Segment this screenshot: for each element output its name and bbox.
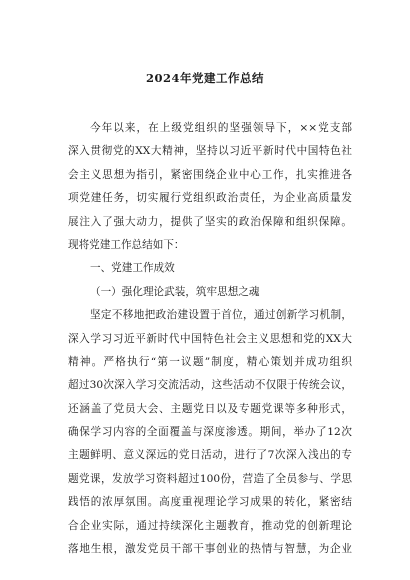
body-line: 现将党建工作总结如下： [68,238,185,251]
body-line: 主题鲜明、意义深远的党日活动，进行了7次深入浅出的专 [68,449,352,462]
body-line: 展注入了强大动力，提供了坚实的政治保障和组织保障。 [68,215,352,228]
subsection-heading: （一）强化理论武装，筑牢思想之魂 [90,285,260,298]
section-heading: 一、党建工作成效 [90,262,175,275]
body-line: 落地生根，激发党员干部干事创业的热情与智慧，为企业 [68,543,352,556]
document-body [68,117,352,561]
body-line: 今年以来，在上级党组织的坚强领导下，××党支部 [90,122,352,134]
body-line: 会主义思想为指引，紧密围绕企业中心工作，扎实推进各 [68,168,352,181]
body-line: 确保学习内容的全面覆盖与深度渗透。期间，举办了12次 [68,426,352,439]
body-line: 坚定不移地把政治建设置于首位，通过创新学习机制， [90,309,352,322]
document-title: 2024年党建工作总结 [145,71,264,85]
body-line: 项党建任务，切实履行党组织政治责任，为企业高质量发 [68,192,352,205]
body-line: 深入贯彻党的XX大精神，坚持以习近平新时代中国特色社 [68,145,352,158]
body-line: 深入学习习近平新时代中国特色社会主义思想和党的XX大 [68,332,352,345]
body-line: 超过30次深入学习交流活动，这些活动不仅限于传统会议， [68,379,352,392]
body-line: 题党课，发放学习资料超过100份，营造了全员参与、学思 [68,472,352,485]
body-line: 合企业实际，通过持续深化主题教育，推动党的创新理论 [68,519,352,532]
body-line: 精神。严格执行“第一议题”制度，精心策划并成功组织 [68,355,352,368]
body-line: 践悟的浓厚氛围。高度重视理论学习成果的转化，紧密结 [68,496,352,509]
body-line: 还涵盖了党员大会、主题党日以及专题党课等多种形式， [68,402,352,415]
